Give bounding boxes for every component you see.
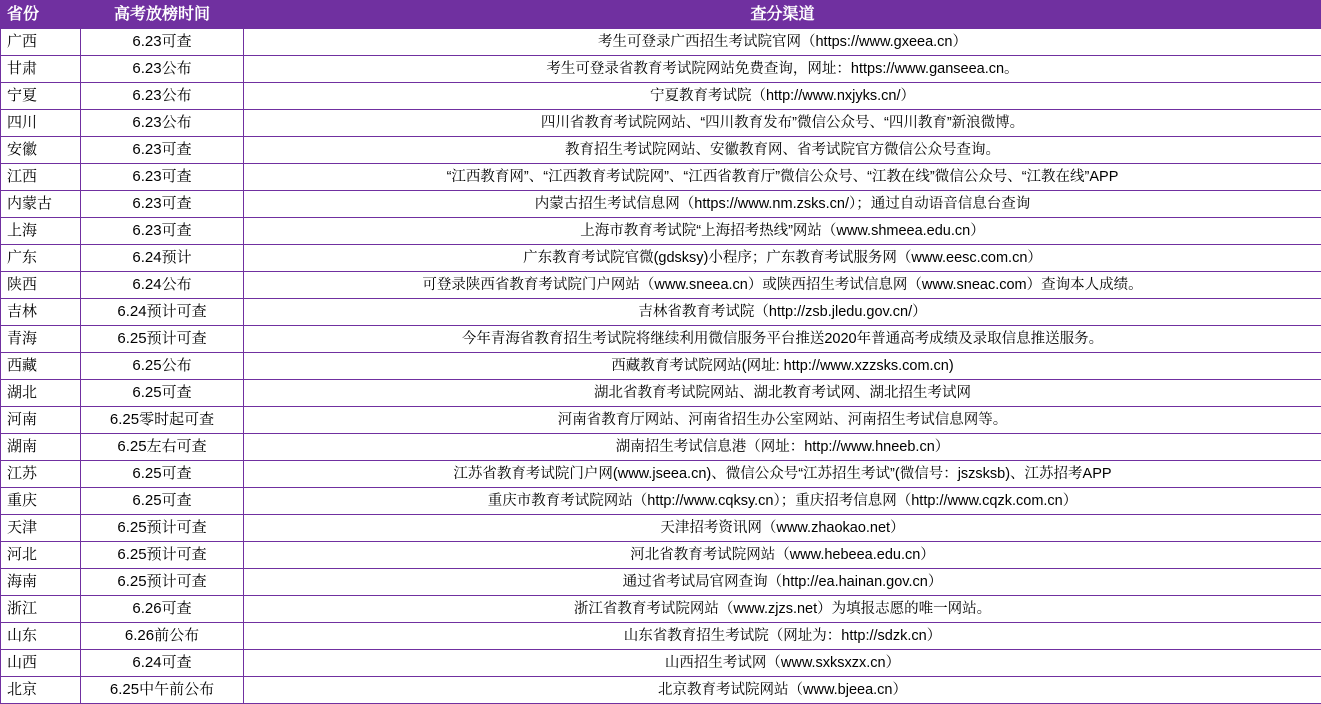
cell-province: 四川: [1, 110, 81, 137]
cell-release-time: 6.26可查: [81, 596, 244, 623]
cell-query-channel: 考生可登录省教育考试院网站免费查询，网址：https://www.ganseea.cn。: [244, 56, 1321, 83]
cell-province: 内蒙古: [1, 191, 81, 218]
cell-release-time: 6.23可查: [81, 191, 244, 218]
cell-province: 海南: [1, 569, 81, 596]
table-row: [1, 569, 1321, 596]
cell-release-time: 6.25左右可查: [81, 434, 244, 461]
cell-province: 湖北: [1, 380, 81, 407]
cell-release-time: 6.25预计可查: [81, 326, 244, 353]
cell-province: 吉林: [1, 299, 81, 326]
cell-release-time: 6.25可查: [81, 461, 244, 488]
cell-release-time: 6.23公布: [81, 56, 244, 83]
table-row: [1, 515, 1321, 542]
table-body: [1, 29, 1321, 704]
cell-province: 北京: [1, 677, 81, 704]
cell-province: 天津: [1, 515, 81, 542]
cell-query-channel: 教育招生考试院网站、安徽教育网、省考试院官方微信公众号查询。: [244, 137, 1321, 164]
cell-query-channel: 山西招生考试网（www.sxksxzx.cn）: [244, 650, 1321, 677]
table-row: [1, 461, 1321, 488]
cell-release-time: 6.25预计可查: [81, 569, 244, 596]
cell-query-channel: 江苏省教育考试院门户网(www.jseea.cn)、微信公众号“江苏招生考试”(微信号：jszsksb)、江苏招考APP: [244, 461, 1321, 488]
cell-release-time: 6.23可查: [81, 137, 244, 164]
table-row: [1, 407, 1321, 434]
cell-province: 广东: [1, 245, 81, 272]
cell-query-channel: 考生可登录广西招生考试院官网（https://www.gxeea.cn）: [244, 29, 1321, 56]
cell-province: 陕西: [1, 272, 81, 299]
cell-query-channel: 吉林省教育考试院（http://zsb.jledu.gov.cn/）: [244, 299, 1321, 326]
table-row: [1, 434, 1321, 461]
cell-province: 湖南: [1, 434, 81, 461]
cell-release-time: 6.26前公布: [81, 623, 244, 650]
cell-release-time: 6.25预计可查: [81, 515, 244, 542]
table-row: [1, 623, 1321, 650]
cell-province: 上海: [1, 218, 81, 245]
cell-query-channel: 浙江省教育考试院网站（www.zjzs.net）为填报志愿的唯一网站。: [244, 596, 1321, 623]
cell-province: 河南: [1, 407, 81, 434]
cell-province: 河北: [1, 542, 81, 569]
cell-query-channel: 宁夏教育考试院（http://www.nxjyks.cn/）: [244, 83, 1321, 110]
cell-release-time: 6.24公布: [81, 272, 244, 299]
cell-query-channel: 通过省考试局官网查询（http://ea.hainan.gov.cn）: [244, 569, 1321, 596]
table-row: [1, 542, 1321, 569]
cell-query-channel: 西藏教育考试院网站(网址: http://www.xzzsks.com.cn): [244, 353, 1321, 380]
table-row: [1, 353, 1321, 380]
cell-province: 山东: [1, 623, 81, 650]
cell-release-time: 6.24可查: [81, 650, 244, 677]
cell-query-channel: 今年青海省教育招生考试院将继续利用微信服务平台推送2020年普通高考成绩及录取信息推送服务。: [244, 326, 1321, 353]
cell-query-channel: 四川省教育考试院网站、“四川教育发布”微信公众号、“四川教育”新浪微博。: [244, 110, 1321, 137]
cell-query-channel: 山东省教育招生考试院（网址为：http://sdzk.cn）: [244, 623, 1321, 650]
cell-province: 浙江: [1, 596, 81, 623]
cell-province: 江苏: [1, 461, 81, 488]
cell-query-channel: 上海市教育考试院“上海招考热线”网站（www.shmeea.edu.cn）: [244, 218, 1321, 245]
table-row: [1, 56, 1321, 83]
cell-province: 广西: [1, 29, 81, 56]
cell-query-channel: 河南省教育厅网站、河南省招生办公室网站、河南招生考试信息网等。: [244, 407, 1321, 434]
cell-release-time: 6.25零时起可查: [81, 407, 244, 434]
table-row: [1, 137, 1321, 164]
cell-query-channel: “江西教育网”、“江西教育考试院网”、“江西省教育厅”微信公众号、“江教在线”微信公众号、“江教在线”APP: [244, 164, 1321, 191]
cell-query-channel: 湖南招生考试信息港（网址：http://www.hneeb.cn）: [244, 434, 1321, 461]
cell-province: 甘肃: [1, 56, 81, 83]
cell-query-channel: 北京教育考试院网站（www.bjeea.cn）: [244, 677, 1321, 704]
cell-query-channel: 广东教育考试院官微(gdsksy)小程序；广东教育考试服务网（www.eesc.com.cn）: [244, 245, 1321, 272]
cell-release-time: 6.25预计可查: [81, 542, 244, 569]
cell-query-channel: 天津招考资讯网（www.zhaokao.net）: [244, 515, 1321, 542]
column-header-province: 省份: [1, 1, 81, 29]
column-header-channel: 查分渠道: [244, 1, 1321, 29]
cell-query-channel: 可登录陕西省教育考试院门户网站（www.sneea.cn）或陕西招生考试信息网（www.sneac.com）查询本人成绩。: [244, 272, 1321, 299]
cell-release-time: 6.25中午前公布: [81, 677, 244, 704]
cell-release-time: 6.25可查: [81, 488, 244, 515]
cell-province: 江西: [1, 164, 81, 191]
table-row: [1, 380, 1321, 407]
table-row: [1, 29, 1321, 56]
table-row: [1, 488, 1321, 515]
table-row: [1, 596, 1321, 623]
cell-release-time: 6.23公布: [81, 83, 244, 110]
cell-province: 重庆: [1, 488, 81, 515]
cell-release-time: 6.23可查: [81, 29, 244, 56]
table-row: [1, 110, 1321, 137]
cell-query-channel: 重庆市教育考试院网站（http://www.cqksy.cn）；重庆招考信息网（http://www.cqzk.com.cn）: [244, 488, 1321, 515]
cell-release-time: 6.23公布: [81, 110, 244, 137]
cell-query-channel: 河北省教育考试院网站（www.hebeea.edu.cn）: [244, 542, 1321, 569]
table-header: [1, 1, 1321, 29]
cell-release-time: 6.23可查: [81, 218, 244, 245]
cell-release-time: 6.25可查: [81, 380, 244, 407]
table-row: [1, 164, 1321, 191]
table-header-row: [1, 1, 1321, 29]
table-row: [1, 677, 1321, 704]
table-row: [1, 299, 1321, 326]
table-row: [1, 650, 1321, 677]
table-row: [1, 326, 1321, 353]
table-row: [1, 245, 1321, 272]
column-header-time: 高考放榜时间: [81, 1, 244, 29]
cell-province: 西藏: [1, 353, 81, 380]
cell-release-time: 6.24预计可查: [81, 299, 244, 326]
cell-query-channel: 内蒙古招生考试信息网（https://www.nm.zsks.cn/）；通过自动语音信息台查询: [244, 191, 1321, 218]
cell-province: 安徽: [1, 137, 81, 164]
cell-query-channel: 湖北省教育考试院网站、湖北教育考试网、湖北招生考试网: [244, 380, 1321, 407]
table-row: [1, 83, 1321, 110]
cell-province: 山西: [1, 650, 81, 677]
cell-release-time: 6.23可查: [81, 164, 244, 191]
cell-release-time: 6.25公布: [81, 353, 244, 380]
cell-province: 宁夏: [1, 83, 81, 110]
table-row: [1, 218, 1321, 245]
table-row: [1, 191, 1321, 218]
cell-release-time: 6.24预计: [81, 245, 244, 272]
table-row: [1, 272, 1321, 299]
cell-province: 青海: [1, 326, 81, 353]
